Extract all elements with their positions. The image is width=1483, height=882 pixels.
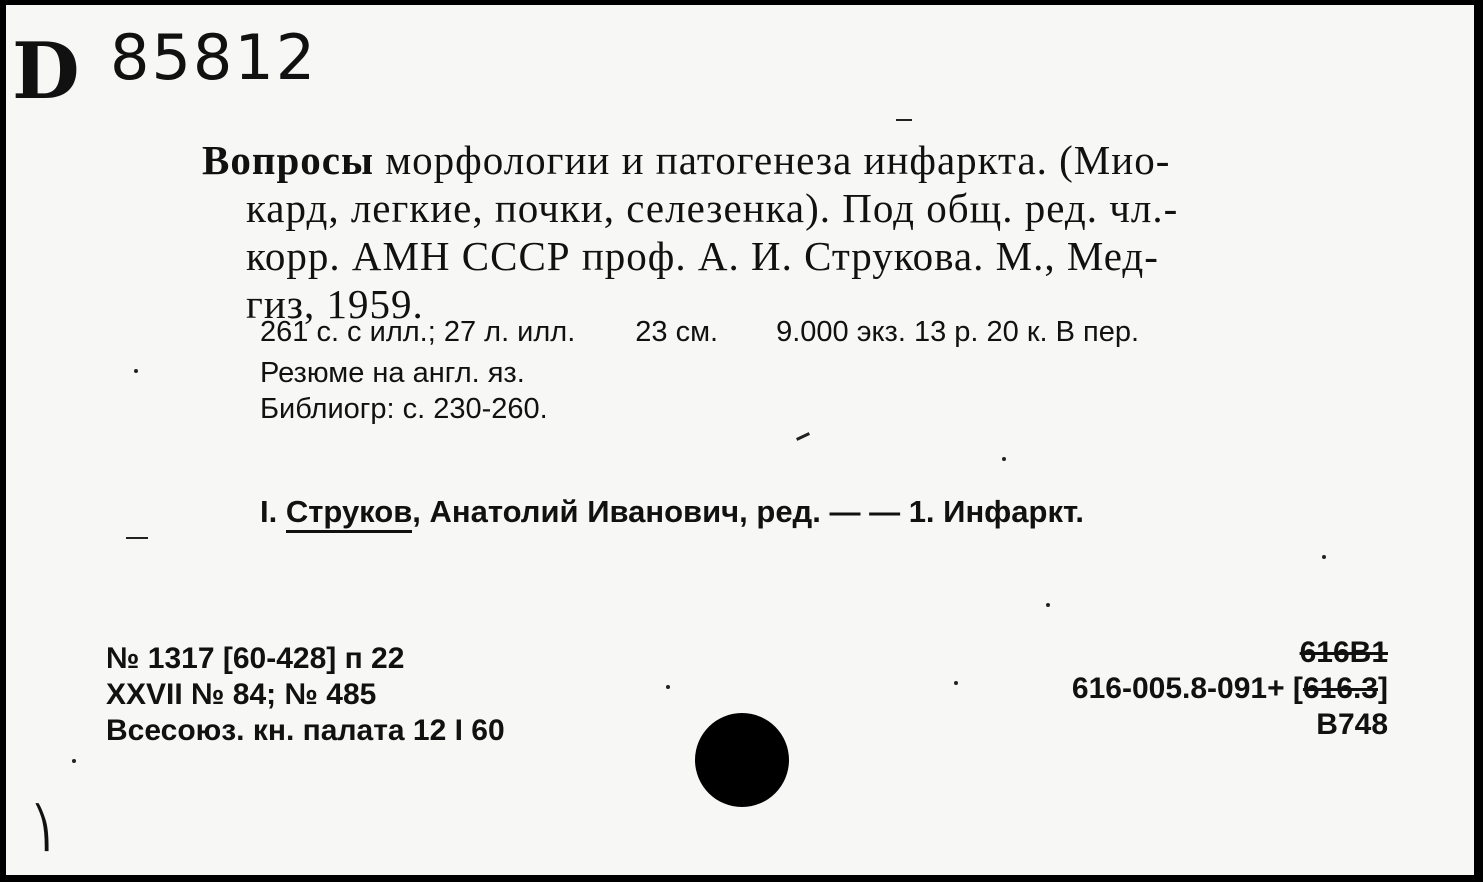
title-rest: морфологии и патогенеза инфаркта. (Мио- xyxy=(373,137,1171,183)
title-first-word: Вопросы xyxy=(202,137,374,183)
registry-line-1: № 1317 [60-428] п 22 xyxy=(106,642,405,675)
collation-pages: 261 с. с илл.; 27 л. илл. xyxy=(260,316,576,348)
tracing-prefix: I. xyxy=(260,494,286,529)
bibliography-note: Библиогр: с. 230-260. xyxy=(260,393,548,425)
collation-line xyxy=(260,316,1139,348)
speck xyxy=(1322,555,1326,559)
library-mark: D xyxy=(12,26,80,117)
tracing-line xyxy=(260,495,1084,529)
speck xyxy=(666,685,670,689)
punch-hole xyxy=(695,713,789,807)
tracing-rest: , Анатолий Иванович, ред. — — 1. Инфаркт. xyxy=(412,494,1085,529)
pencil-mark: ⎞ xyxy=(32,805,52,851)
dash-mark xyxy=(896,119,912,121)
dash-mark xyxy=(126,537,148,539)
classification-line-1: 616В1 xyxy=(1299,636,1388,669)
title-line-2: кард, легкие, почки, селезенка). Под общ. ред. чл.- xyxy=(246,185,1179,231)
collation-print: 9.000 экз. 13 р. 20 к. В пер. xyxy=(776,316,1140,348)
speck xyxy=(72,759,76,763)
classification-line-2 xyxy=(1072,672,1388,706)
udc-code: 616-005.8-091+ [ xyxy=(1071,672,1303,705)
registry-line-3: Всесоюз. кн. палата 12 I 60 xyxy=(106,714,505,747)
title-line-3: корр. АМН СССР проф. А. И. Струкова. М., Мед- xyxy=(246,233,1159,279)
tracing-name: Струков xyxy=(286,494,412,533)
speck xyxy=(1002,457,1006,461)
call-number: 85812 xyxy=(110,21,318,94)
udc-struck: 616.3 xyxy=(1302,672,1378,705)
dash-mark xyxy=(796,432,810,441)
udc-bracket: ] xyxy=(1378,672,1388,705)
collation-size: 23 см. xyxy=(635,316,719,348)
catalog-card xyxy=(6,5,1474,875)
speck xyxy=(1046,603,1050,607)
title-line-1 xyxy=(202,137,1170,183)
registry-line-2: XXVII № 84; № 485 xyxy=(106,678,377,711)
classification-line-3: В748 xyxy=(1316,708,1388,741)
speck xyxy=(134,369,138,373)
title-line-4: гиз, 1959. xyxy=(246,281,424,327)
speck xyxy=(954,681,958,685)
resume-note: Резюме на англ. яз. xyxy=(260,357,525,389)
